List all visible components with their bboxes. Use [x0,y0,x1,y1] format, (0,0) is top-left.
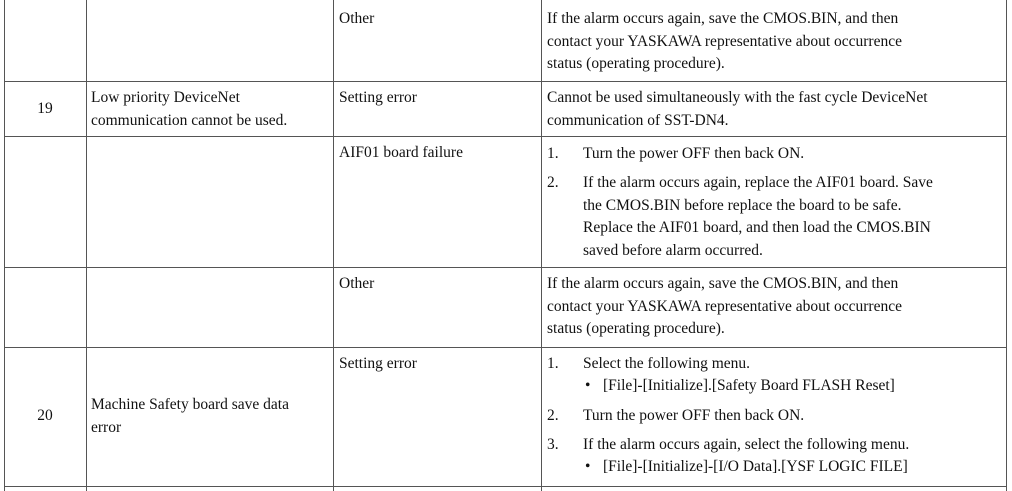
remedy-cell [547,273,1002,341]
column-divider [541,0,542,491]
cause-cell: Setting error [339,89,417,106]
step-line: saved before alarm occurred. [583,241,763,259]
remedy-step [547,172,1002,264]
remedy-line: contact your YASKAWA representative about occurrence [547,32,902,50]
cause-cell: AIF01 board failure [339,144,463,161]
step-text: If the alarm occurs again, select the following menu. [583,436,910,453]
bullet-icon: • [585,377,591,394]
column-divider [333,0,334,491]
step-text [583,172,993,262]
step-text: Select the following menu. [583,355,751,372]
alarm-number: 20 [37,407,53,424]
remedy-line: contact your YASKAWA representative about occurrence [547,297,902,315]
step-number: 2. [547,174,559,191]
step-line: Replace the AIF01 board, and then load the CMOS.BIN [583,219,931,236]
remedy-line: communication of SST-DN4. [547,111,729,129]
cause-cell: Other [339,10,375,27]
remedy-line: Cannot be used simultaneously with the fast cycle DeviceNet [547,89,928,106]
menu-path-text: [File]-[Initialize]-[I/O Data].[YSF LOGIC FILE] [603,458,908,475]
remedy-line: If the alarm occurs again, save the CMOS.BIN, and then [547,10,899,27]
alarm-name-line: communication cannot be used. [91,111,288,129]
remedy-line: status (operating procedure). [547,55,725,72]
step-number: 1. [547,355,559,372]
step-text: Turn the power OFF then back ON. [583,407,805,424]
cause-cell: Other [339,275,375,292]
row-divider [4,486,1007,487]
bullet-icon: • [585,458,591,475]
remedy-step [547,353,1002,399]
step-line: the CMOS.BIN before replace the board to be safe. [583,196,902,214]
step-line: If the alarm occurs again, replace the AIF01 board. Save [583,174,933,191]
cause-cell: Setting error [339,355,417,372]
alarm-name-cell [91,87,331,132]
remedy-step [547,405,1002,429]
remedy-step [547,143,1002,167]
remedy-line: status (operating procedure). [547,320,725,337]
step-number: 2. [547,407,559,424]
alarm-name-line: Machine Safety board save data [91,396,289,413]
alarm-name-cell [91,394,331,439]
remedy-cell [547,87,1002,132]
table-border-right [1006,0,1007,491]
remedy-step [547,434,1002,480]
step-number: 1. [547,145,559,162]
remedy-line: If the alarm occurs again, save the CMOS.BIN, and then [547,275,899,292]
step-number: 3. [547,436,559,453]
alarm-name-line: error [91,418,122,436]
alarm-name-line: Low priority DeviceNet [91,89,240,106]
row-divider [4,81,1007,82]
step-text: Turn the power OFF then back ON. [583,145,805,162]
menu-path-text: [File]-[Initialize].[Safety Board FLASH Reset] [603,377,895,394]
remedy-cell [547,8,1002,76]
column-divider [86,0,87,491]
alarm-number: 19 [37,100,53,117]
row-divider [4,347,1007,348]
row-divider [4,136,1007,137]
row-divider [4,267,1007,268]
